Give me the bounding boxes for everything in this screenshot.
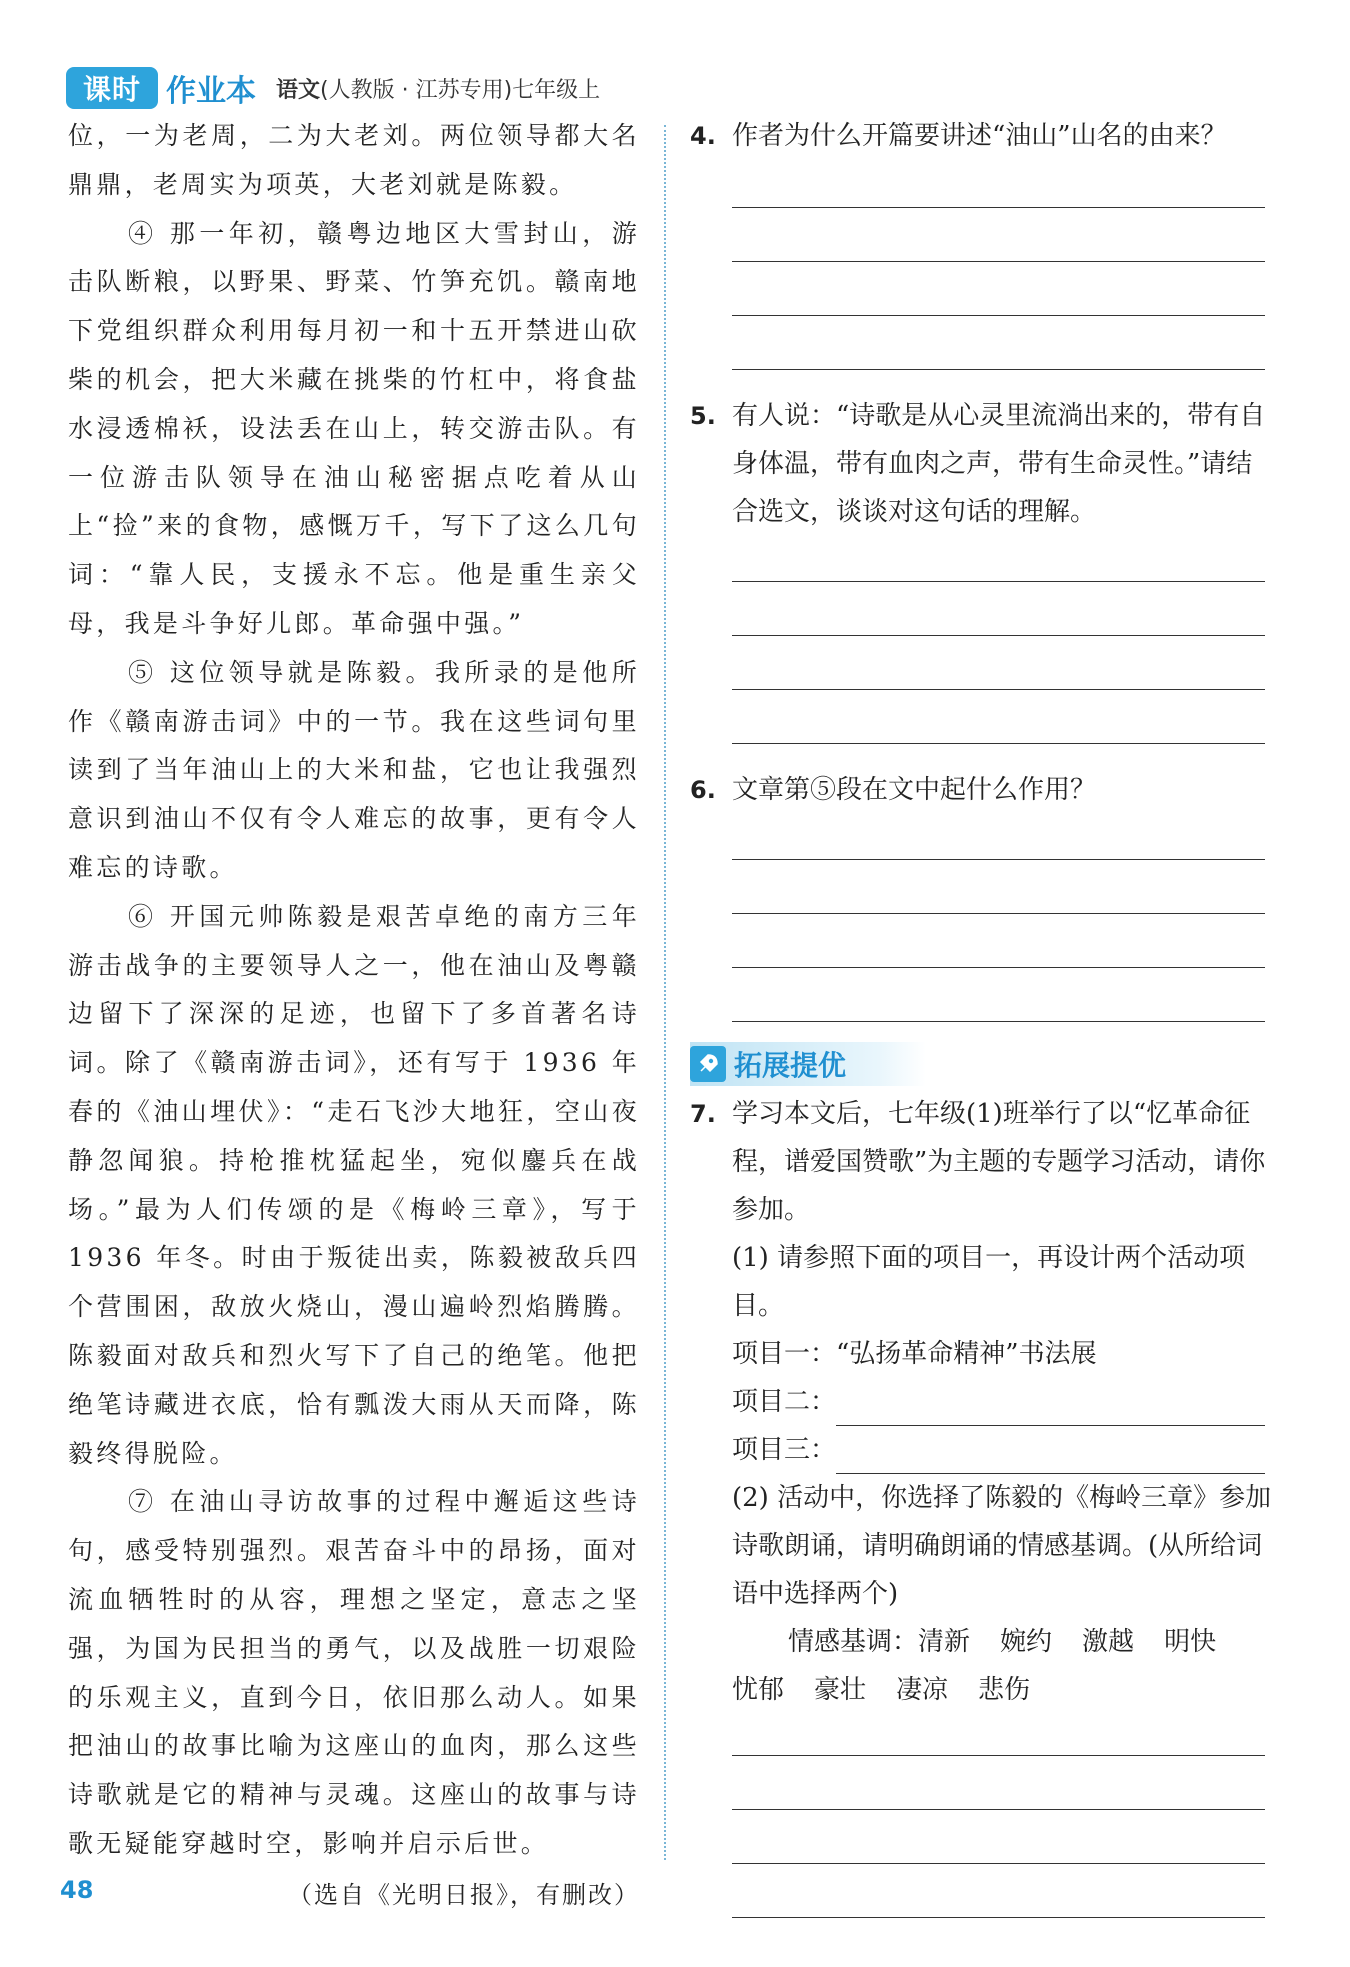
question-7-part-1: (1) 请参照下面的项目一，再设计两个活动项目。 [732, 1243, 1246, 1321]
brand-name: 作业本 [166, 74, 256, 109]
question-number: 5. [690, 402, 716, 430]
project-2-answer-line[interactable] [836, 1391, 1265, 1426]
emotion-tone-options [732, 1618, 1275, 1714]
tone-option: 激越 [1082, 1627, 1135, 1657]
reading-passage [68, 112, 640, 1919]
question-text: 有人说：“诗歌是从心灵里流淌出来的，带有自身体温，带有血肉之声，带有生命灵性。”请结合选文，谈谈对这句话的理解。 [732, 401, 1266, 527]
project-3-answer-line[interactable] [836, 1439, 1265, 1474]
paragraph-6: ⑥ 开国元帅陈毅是艰苦卓绝的南方三年游击战争的主要领导人之一，他在油山及粤赣边留下了深深的足迹，也留下了多首著名诗词。除了《赣南游击词》，还有写于 1936 年春的《油山埋伏》：“走石飞沙大地狂，空山夜静忽闻狼。持枪推枕猛起坐，宛似鏖兵在战场。”最为人们传颂的是《梅岭三章》，写于 1936 年冬。时由于叛徒出卖，陈毅被敌兵四个营围困，敌放火烧山，漫山遍岭烈焰腾腾。陈毅面对敌兵和烈火写下了自己的绝笔。他把绝笔诗藏进衣底，恰有瓢泼大雨从天而降，陈毅终得脱险。 [68, 901, 640, 1468]
question-number: 6. [690, 776, 716, 804]
tones-label: 情感基调： [788, 1627, 919, 1657]
paragraph-continued: 位，一为老周，二为大老刘。两位领导都大名鼎鼎，老周实为项英，大老刘就是陈毅。 [68, 121, 640, 199]
tone-option: 凄凉 [896, 1675, 949, 1705]
page-number: 48 [60, 1876, 94, 1904]
question-4 [690, 112, 1275, 160]
tone-option: 清新 [918, 1627, 971, 1657]
tone-option: 悲伤 [978, 1675, 1031, 1705]
tone-option: 忧郁 [732, 1675, 785, 1705]
questions-column [690, 112, 1275, 1918]
source-citation: （选自《光明日报》，有删改） [288, 1880, 640, 1909]
question-text: 作者为什么开篇要讲述“油山”山名的由来？ [732, 121, 1227, 151]
question-number: 7. [690, 1100, 716, 1128]
question-5 [690, 392, 1275, 536]
project-1: 项目一：“弘扬革命精神”书法展 [732, 1339, 1097, 1369]
section-banner [690, 1042, 926, 1086]
project-2-label: 项目二： [732, 1387, 837, 1417]
project-3-label: 项目三： [732, 1435, 837, 1465]
project-3-row [732, 1426, 1275, 1474]
question-7 [690, 1090, 1275, 1234]
project-2-row [732, 1378, 1275, 1426]
paragraph-4: ④ 那一年初，赣粤边地区大雪封山，游击队断粮，以野果、野菜、竹笋充饥。赣南地下党组织群众利用每月初一和十五开禁进山砍柴的机会，把大米藏在挑柴的竹杠中，将食盐水浸透棉袄，设法丢在山上，转交游击队。有一位游击队领导在油山秘密据点吃着从山上“捡”来的食物，感慨万千，写下了这么几句词：“靠人民，支援永不忘。他是重生亲父母，我是斗争好儿郎。革命强中强。” [68, 218, 640, 638]
book-subtitle [276, 73, 600, 104]
tone-option: 明快 [1164, 1627, 1217, 1657]
column-divider [664, 125, 666, 1860]
section-title: 拓展提优 [734, 1049, 847, 1082]
rocket-icon [690, 1046, 726, 1082]
subject-label: 语文 [276, 77, 321, 103]
tone-option: 婉约 [1000, 1627, 1053, 1657]
page-header [66, 66, 600, 110]
paragraph-5: ⑤ 这位领导就是陈毅。我所录的是他所作《赣南游击词》中的一节。我在这些词句里读到了当年油山上的大米和盐，它也让我强烈意识到油山不仅有令人难忘的故事，更有令人难忘的诗歌。 [68, 657, 640, 882]
paragraph-7: ⑦ 在油山寻访故事的过程中邂逅这些诗句，感受特别强烈。艰苦奋斗中的昂扬，面对流血牺牲时的从容，理想之坚定，意志之坚强，为国为民担当的勇气，以及战胜一切艰险的乐观主义，直到今日，依旧那么动人。如果把油山的故事比喻为这座山的血肉，那么这些诗歌就是它的精神与灵魂。这座山的故事与诗歌无疑能穿越时空，影响并启示后世。 [68, 1487, 640, 1858]
question-text: 学习本文后，七年级(1)班举行了以“忆革命征程，谱爱国赞歌”为主题的专题学习活动，请你参加。 [732, 1099, 1266, 1225]
question-number: 4. [690, 122, 716, 150]
tone-option: 豪壮 [814, 1675, 867, 1705]
answer-line[interactable] [732, 1916, 1265, 1918]
question-6 [690, 766, 1275, 814]
edition-label: (人教版 · 江苏专用)七年级上 [320, 77, 601, 103]
logo: 课时 [66, 67, 158, 109]
question-7-part-2: (2) 活动中，你选择了陈毅的《梅岭三章》参加诗歌朗诵，请明确朗诵的情感基调。(从所给词语中选择两个) [732, 1483, 1272, 1609]
question-text: 文章第⑤段在文中起什么作用？ [732, 775, 1097, 805]
